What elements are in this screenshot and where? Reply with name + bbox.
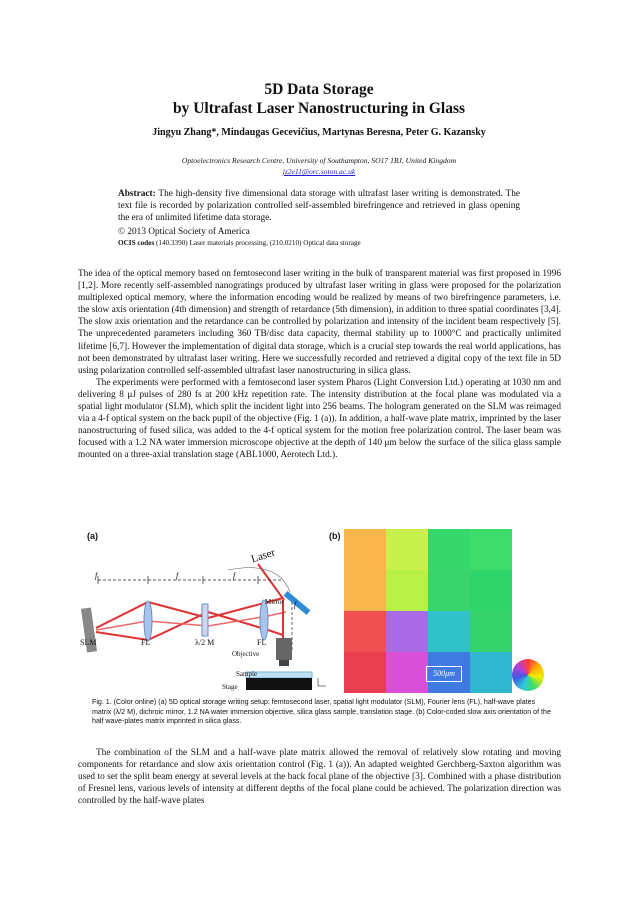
objective-body — [276, 638, 292, 660]
grid-cell — [386, 529, 428, 570]
grid-cell — [470, 570, 512, 611]
paragraph-1: The idea of the optical memory based on femtosecond laser writing in the bulk of transparent material was first proposed in 1996 [1,2]. More recently self-assembled nanogratings produced by ultrafast laser writing in glass were proposed for the polarization multiplexed optical memory, where the information encoding would be realized by means of two birefringence parameters, i.e. the slow axis orientation (4th dimension) and strength of retardance (5th dimension), in addition to three spatial coordinates [3,4]. The slow axis orientation and the retardance can be controlled by polarization and intensity of the incident beam respectively [5]. The unprecedented parameters including 360 TB/disc data capacity, thermal stability up to 1000°C and practically unlimited lifetime [6,7]. However the implementation of digital data storage, which is a crucial step towards the real world applications, has not been demonstrated by ultrafast laser writing. Here we successfully recorded and retrieved a digital copy of the text file in 5D using polarization controlled self-assembled ultrafast laser nanostructuring in silica glass. — [78, 269, 561, 376]
fourier-lens-label-1: FL — [141, 638, 151, 647]
sample-label: Sample — [236, 670, 257, 678]
fourier-lens-2 — [260, 600, 268, 640]
focal-label-1: f — [95, 571, 98, 580]
ocis-codes — [118, 239, 361, 247]
paragraph-2: The experiments were performed with a femtosecond laser system Pharos (Light Conversion Ltd.) operating at 1030 nm and delivering 8 μJ pulses of 280 fs at 200 kHz repetition rate. The intensity distribution at the focal plane was modulated via a spatial light modulator (SLM), which split the incident light into 256 beams. The hologram generated on the SLM was reimaged via a 4-f optical system on the back pupil of the objective (Fig. 1 (a)). In addition, a half-wave plate matrix, imprinted by the laser nanostructuring of fused silica, was added to the 4-f optical system for the motion free polarization control. The laser beam was focused with a 1.2 NA water immersion microscope objective at the depth of 140 μm below the surface of the silica glass sample mounted on a three-axial translation stage (ABL1000, Aerotech Ltd.). — [78, 377, 561, 461]
grid-cell — [344, 652, 386, 693]
focal-label-3: f — [233, 571, 236, 580]
translation-stage — [246, 678, 312, 690]
grid-cell — [344, 529, 386, 570]
scale-bar: 500μm — [426, 666, 462, 682]
grid-cell — [428, 570, 470, 611]
color-wheel-icon — [512, 659, 544, 691]
paragraph-3: The combination of the SLM and a half-wave plate matrix allowed the removal of relatively slow rotating and moving components for retardance and slow axis orientation control (Fig. 1 (a)). An adapted weighted Gerchberg-Saxton algorithm was used to set the split beam energy at several levels at the back focal plane of the objective [3]. Combined with a phase distribution of Fresnel lens, various levels of intensity at different depths of the focal plane could be achieved. The polarization direction was controlled by the half-wave plates — [78, 748, 561, 807]
focal-label-2: f — [176, 571, 179, 580]
grid-cell — [470, 529, 512, 570]
focal-label-4: f — [294, 600, 297, 609]
grid-cell — [428, 529, 470, 570]
author-email-link[interactable]: jz2e11@orc.soton.ac.uk — [282, 167, 356, 176]
grid-cell — [470, 652, 512, 693]
grid-cell — [386, 611, 428, 652]
grid-cell — [344, 570, 386, 611]
body-block-2 — [78, 747, 561, 807]
laser-label: Laser — [249, 546, 277, 566]
abstract-text: The high-density five dimensional data storage with ultrafast laser writing is demonstrated. The text file is recorded by polarization controlled self-assembled birefringence and retrieved in glass opening the era of unlimited lifetime data storage. — [118, 189, 521, 223]
stage-label: Stage — [222, 683, 238, 691]
objective-label: Objective — [232, 650, 260, 658]
figure-panel-b-label: (b) — [329, 531, 341, 541]
grid-cell — [470, 611, 512, 652]
author-list: Jingyu Zhang*, Mindaugas Gecevičius, Martynas Beresna, Peter G. Kazansky — [152, 127, 486, 138]
mirror-label: Mirror — [265, 598, 284, 606]
half-wave-plate-matrix — [202, 604, 208, 636]
affiliation: Optoelectronics Research Centre, University of Southampton, SO17 1BJ, United Kingdom — [181, 156, 457, 165]
grid-cell — [428, 611, 470, 652]
paper-title-line-1: 5D Data Storage — [264, 81, 374, 98]
paper-title-line-2: by Ultrafast Laser Nanostructuring in Glass — [172, 100, 466, 117]
dichroic-mirror — [284, 591, 311, 615]
ocis-text: (140.3390) Laser materials processing, (210.0210) Optical data storage — [155, 239, 361, 247]
copyright-line: © 2013 Optical Society of America — [118, 227, 250, 237]
fourier-lens-1 — [144, 601, 152, 641]
grid-cell — [386, 570, 428, 611]
slm-label: SLM — [80, 638, 97, 647]
body-block-1 — [78, 268, 561, 462]
setup-diagram — [78, 540, 328, 698]
grid-cell — [386, 652, 428, 693]
abstract-label: Abstract: — [118, 189, 156, 199]
grid-cell — [344, 611, 386, 652]
half-wave-plate-label: λ/2 M — [195, 638, 215, 647]
abstract — [118, 188, 520, 224]
ocis-label: OCIS codes — [118, 239, 155, 247]
figure-caption: Fig. 1. (Color online) (a) 5D optical storage writing setup: femtosecond laser, spatial light modulator (SLM), Fourier lens (FL), half-wave plates matrix (λ/2 M), dichroic mirror, 1.2 NA water immersion objective, silica glass sample, translation stage. (b) Color-coded slow axis orientation of the half wave-plates matrix imprinted in silica glass. — [92, 698, 551, 725]
figure-panel-a-label: (a) — [87, 531, 98, 541]
fourier-lens-label-2: FL — [257, 638, 267, 647]
